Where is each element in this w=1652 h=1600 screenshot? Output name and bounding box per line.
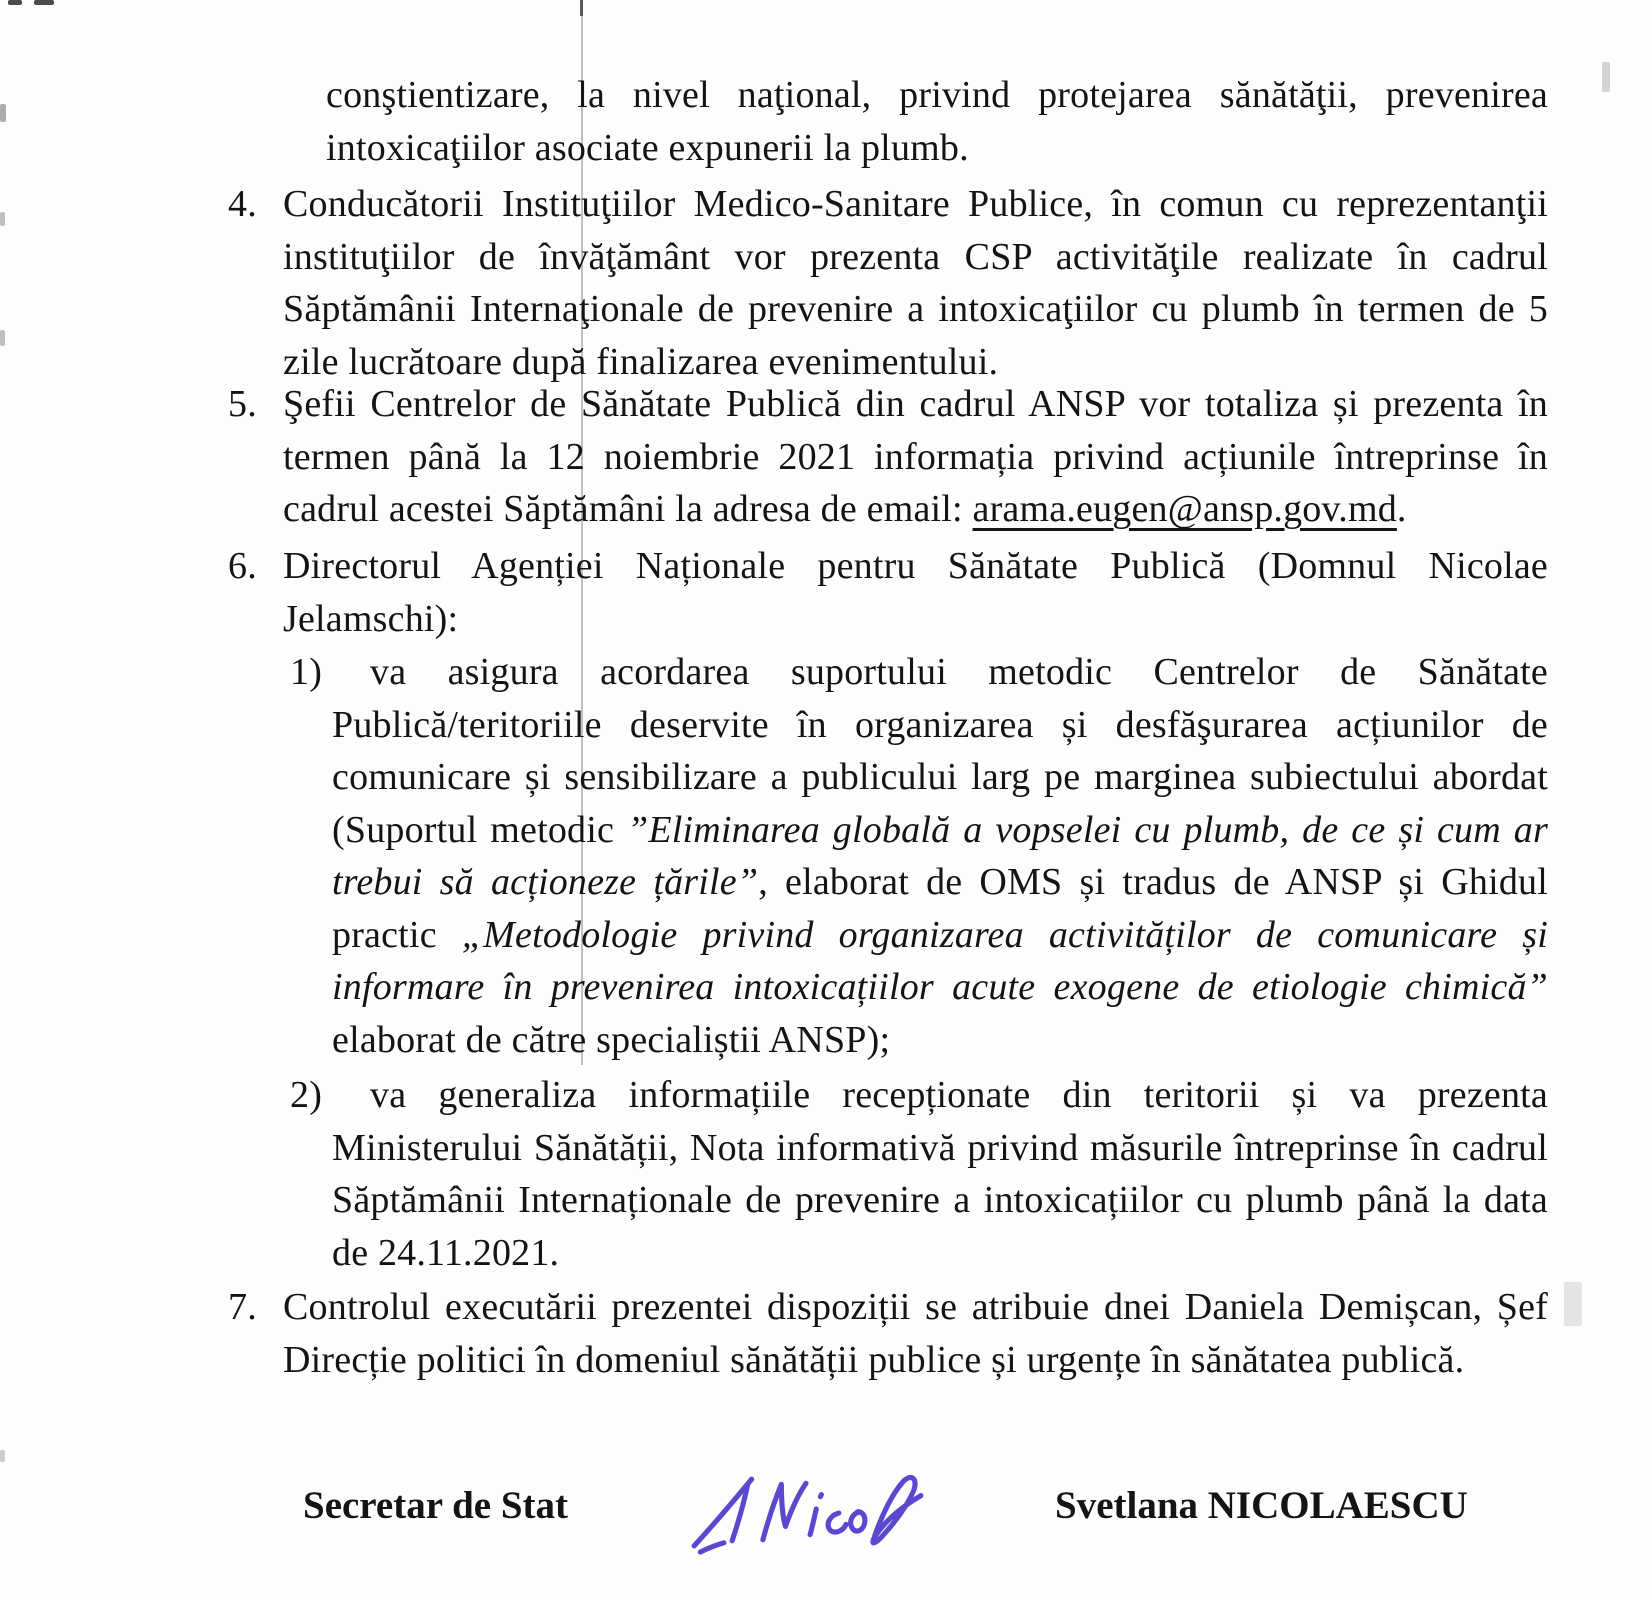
item-text: Conducătorii Instituţiilor Medico-Sanitare Publice, în comun cu reprezentanţii instituţiilor de învăţământ vor prezenta CSP activităţile realizate în cadrul Săptămânii Internaţionale de prevenire a intoxicaţiilor cu plumb în termen de 5 zile lucrătoare după finalizarea evenimentului. <box>283 183 1548 383</box>
sub-item-text: , elaborat de OMS și tradus de ANSP și Ghidul practic <box>332 861 1548 956</box>
signature-role-label: Secretar de Stat <box>303 1484 568 1527</box>
paragraph-continuation <box>326 69 1548 174</box>
sub-item-text: va asigura acordarea suportului metodic Centrelor de Sănătate Publică/teritoriile deservite în organizarea și desfăşurarea acțiunilor de comunicare și sensibilizare a publicului larg pe marginea subiectului abordat (Suportul metodic <box>332 651 1548 851</box>
sub-item-number: 1) <box>290 651 323 693</box>
email-address <box>973 488 1397 530</box>
scan-artifact <box>0 212 5 226</box>
scan-artifact <box>0 1450 5 1462</box>
scan-artifact <box>0 330 5 346</box>
item-text-after-email: . <box>1396 488 1407 530</box>
item-number: 6. <box>228 545 257 587</box>
paragraph-continuation-text: conştientizare, la nivel naţional, privind protejarea sănătăţii, prevenirea intoxicaţiilor asociate expunerii la plumb. <box>326 74 1548 169</box>
list-item-6 <box>228 540 1548 645</box>
sub-item-text: elaborat de către specialiștii ANSP); <box>332 1018 891 1061</box>
list-item-4 <box>228 178 1548 388</box>
item-text: Controlul executării prezentei dispoziții se atribuie dnei Daniela Demișcan, Șef Direcție politici în domeniul sănătății publice și urgențe în sănătatea publică. <box>283 1286 1548 1381</box>
sub-item-text: va generaliza informațiile recepționate din teritorii și va prezenta Ministerului Sănătății, Nota informativă privind măsurile întreprinse în cadrul Săptămânii Internaționale de prevenire a intoxicațiilor cu plumb până la data de 24.11.2021. <box>332 1074 1548 1274</box>
item-text: Directorul Agenției Naționale pentru Sănătate Publică (Domnul Nicolae Jelamschi): <box>283 545 1548 640</box>
item-number: 4. <box>228 183 257 225</box>
scan-artifact <box>0 104 6 122</box>
cited-title-italic: ”Eliminarea globală a vopselei cu plumb, de ce și cum ar trebui să acționeze țările” <box>332 808 1548 903</box>
item-number: 5. <box>228 383 257 425</box>
scan-artifact <box>1564 1282 1582 1326</box>
fold-line-top-mark <box>580 0 583 16</box>
list-item-5 <box>228 378 1548 536</box>
sub-item-1 <box>290 646 1548 1066</box>
item-number: 7. <box>228 1286 257 1328</box>
list-item-7 <box>228 1281 1548 1386</box>
scan-artifact <box>1602 62 1610 92</box>
email-text: arama.eugen@ansp.gov.md <box>972 488 1397 530</box>
sub-item-number: 2) <box>290 1074 323 1116</box>
handwritten-signature <box>688 1458 924 1564</box>
cited-title-italic: „Metodologie privind organizarea activităților de comunicare și informare în prevenirea intoxicațiilor acute exogene de etiologie chimică” <box>332 913 1548 1008</box>
scan-artifact <box>8 0 22 5</box>
signatory-name: Svetlana NICOLAESCU <box>1055 1484 1468 1527</box>
item-text: Şefii Centrelor de Sănătate Publică din cadrul ANSP vor totaliza și prezenta în termen până la 12 noiembrie 2021 informația privind acțiunile întreprinse în cadrul acestei Săptămâni la adresa de email: <box>283 383 1548 530</box>
sub-item-2 <box>290 1069 1548 1279</box>
scan-artifact <box>34 0 54 5</box>
